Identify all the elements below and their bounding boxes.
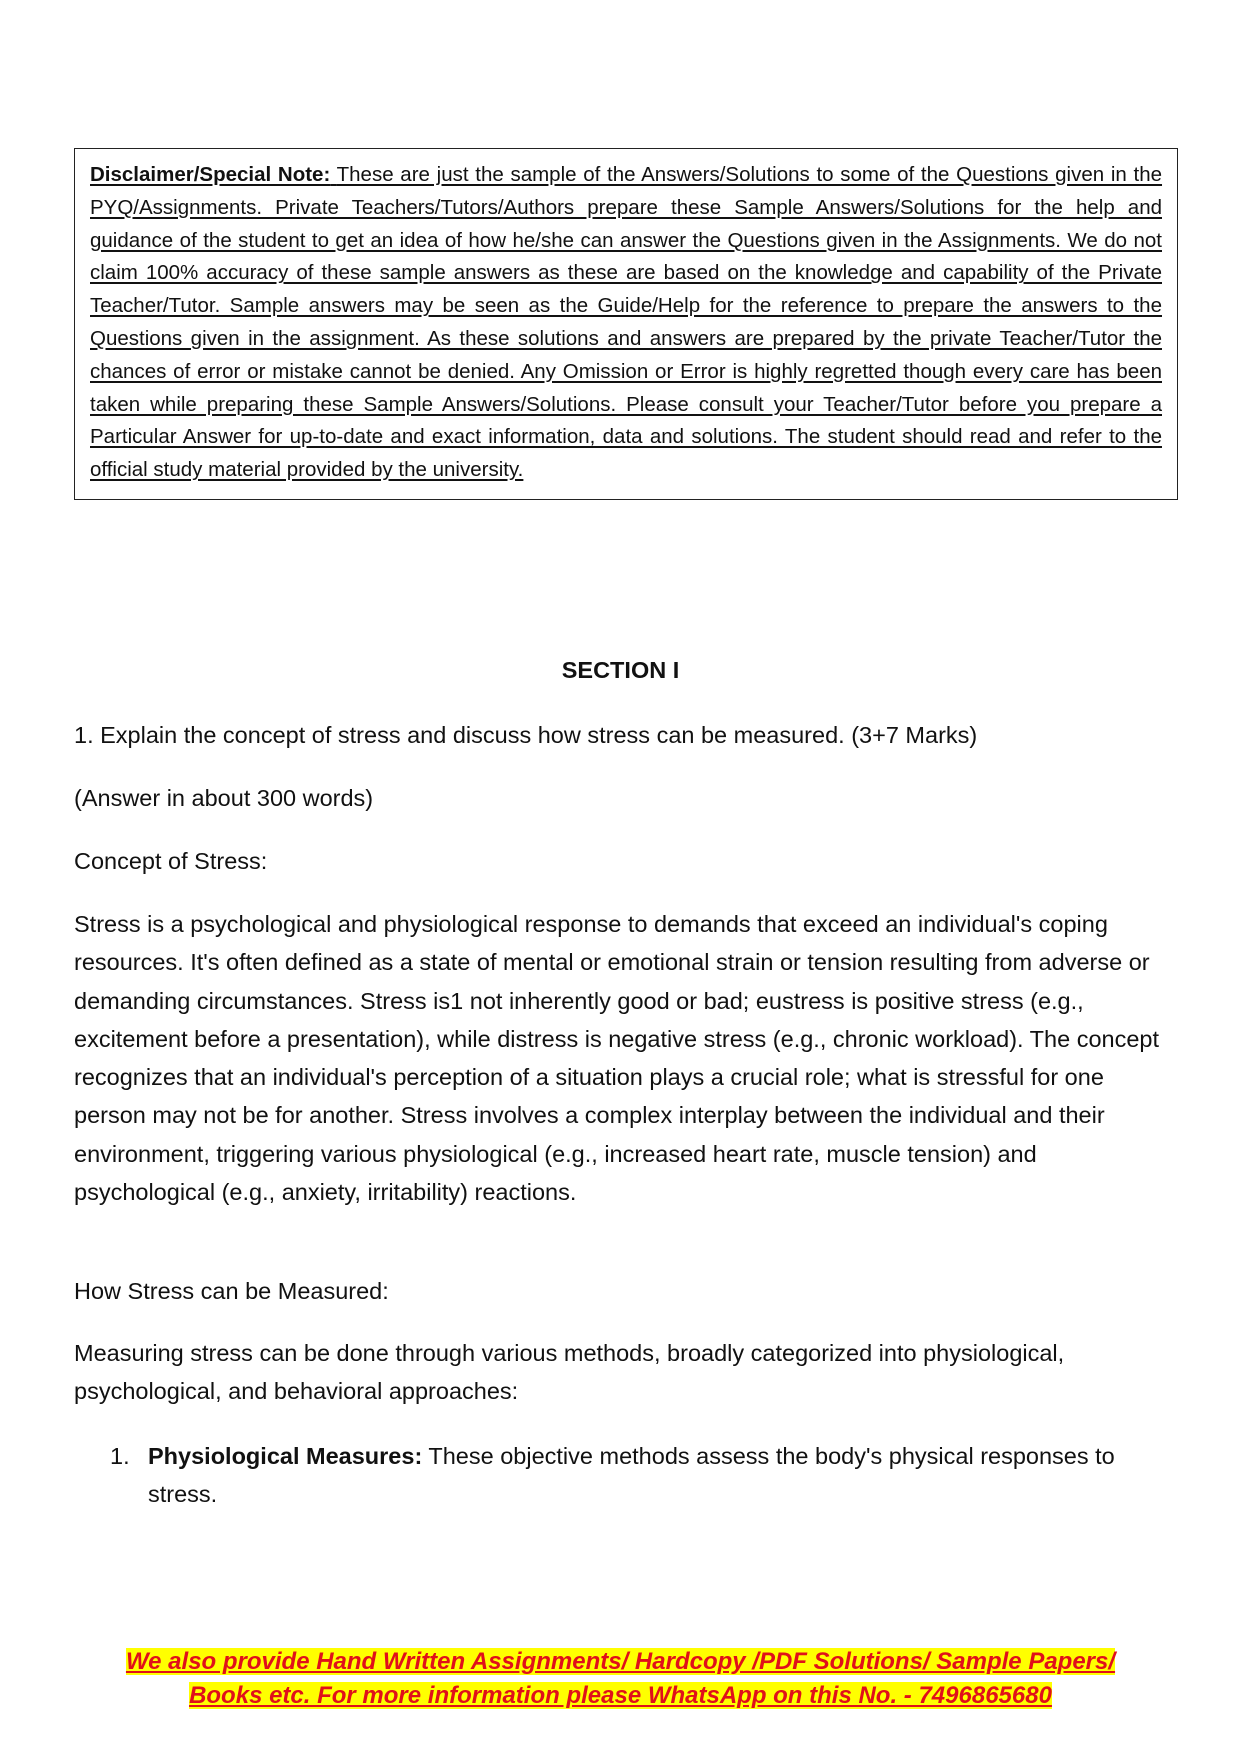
list-item-text: These objective methods assess the body's physical responses to stress.: [148, 1443, 1115, 1508]
promo-line-1: We also provide Hand Written Assignments/ Hardcopy /PDF Solutions/ Sample Papers/: [125, 1648, 1116, 1675]
list-item-term: Physiological Measures:: [148, 1443, 423, 1469]
disclaimer-box: [74, 148, 1178, 500]
section-title: SECTION I: [561, 657, 680, 683]
question-text: 1. Explain the concept of stress and discuss how stress can be measured. (3+7 Marks): [74, 722, 978, 748]
promo-line-2: Books etc. For more information please WhatsApp on this No. - 7496865680: [189, 1682, 1052, 1709]
promo-footer: [0, 1645, 1241, 1713]
measure-heading: How Stress can be Measured:: [74, 1278, 389, 1304]
measure-paragraph: Measuring stress can be done through various methods, broadly categorized into physiological, psychological, and behavioral approaches:: [74, 1340, 1065, 1405]
disclaimer-lead: Disclaimer/Special Note:: [90, 163, 331, 186]
concept-heading: Concept of Stress:: [74, 848, 268, 874]
concept-paragraph: Stress is a psychological and physiological response to demands that exceed an individual's coping resources. It's often defined as a state of mental or emotional strain or tension resulting from adverse or demanding circumstances. Stress is1 not inherently good or bad; eustress is positive stress (e.g., excitement before a presentation), while distress is negative stress (e.g., chronic workload). The concept recognizes that an individual's perception of a situation plays a crucial role; what is stressful for one person may not be for another. Stress involves a complex interplay between the individual and their environment, triggering various physiological (e.g., increased heart rate, muscle tension) and psychological (e.g., anxiety, irritability) reactions.: [74, 911, 1160, 1206]
list-item-content: [148, 1437, 1178, 1514]
disclaimer-text: These are just the sample of the Answers/Solutions to some of the Questions given in the PYQ/Assignments. Private Teachers/Tutors/Authors prepare these Sample Answers/Solutions for the help and guidance of the student to get an idea of how he/she can answer the Questions given in the Assignments. We do not claim 100% accuracy of these sample answers as these are based on the knowledge and capability of the Private Teacher/Tutor. Sample answers may be seen as the Guide/Help for the reference to prepare the answers to the Questions given in the assignment. As these solutions and answers are prepared by the private Teacher/Tutor the chances of error or mistake cannot be denied. Any Omission or Error is highly regretted though every care has been taken while preparing these Sample Answers/Solutions. Please consult your Teacher/Tutor before you prepare a Particular Answer for up-to-date and exact information, data and solutions. The student should read and refer to the official study material provided by the university.: [90, 163, 1163, 482]
word-limit-note: (Answer in about 300 words): [74, 785, 374, 811]
list-item-number: 1.: [110, 1443, 130, 1469]
list-item: [110, 1437, 1178, 1514]
